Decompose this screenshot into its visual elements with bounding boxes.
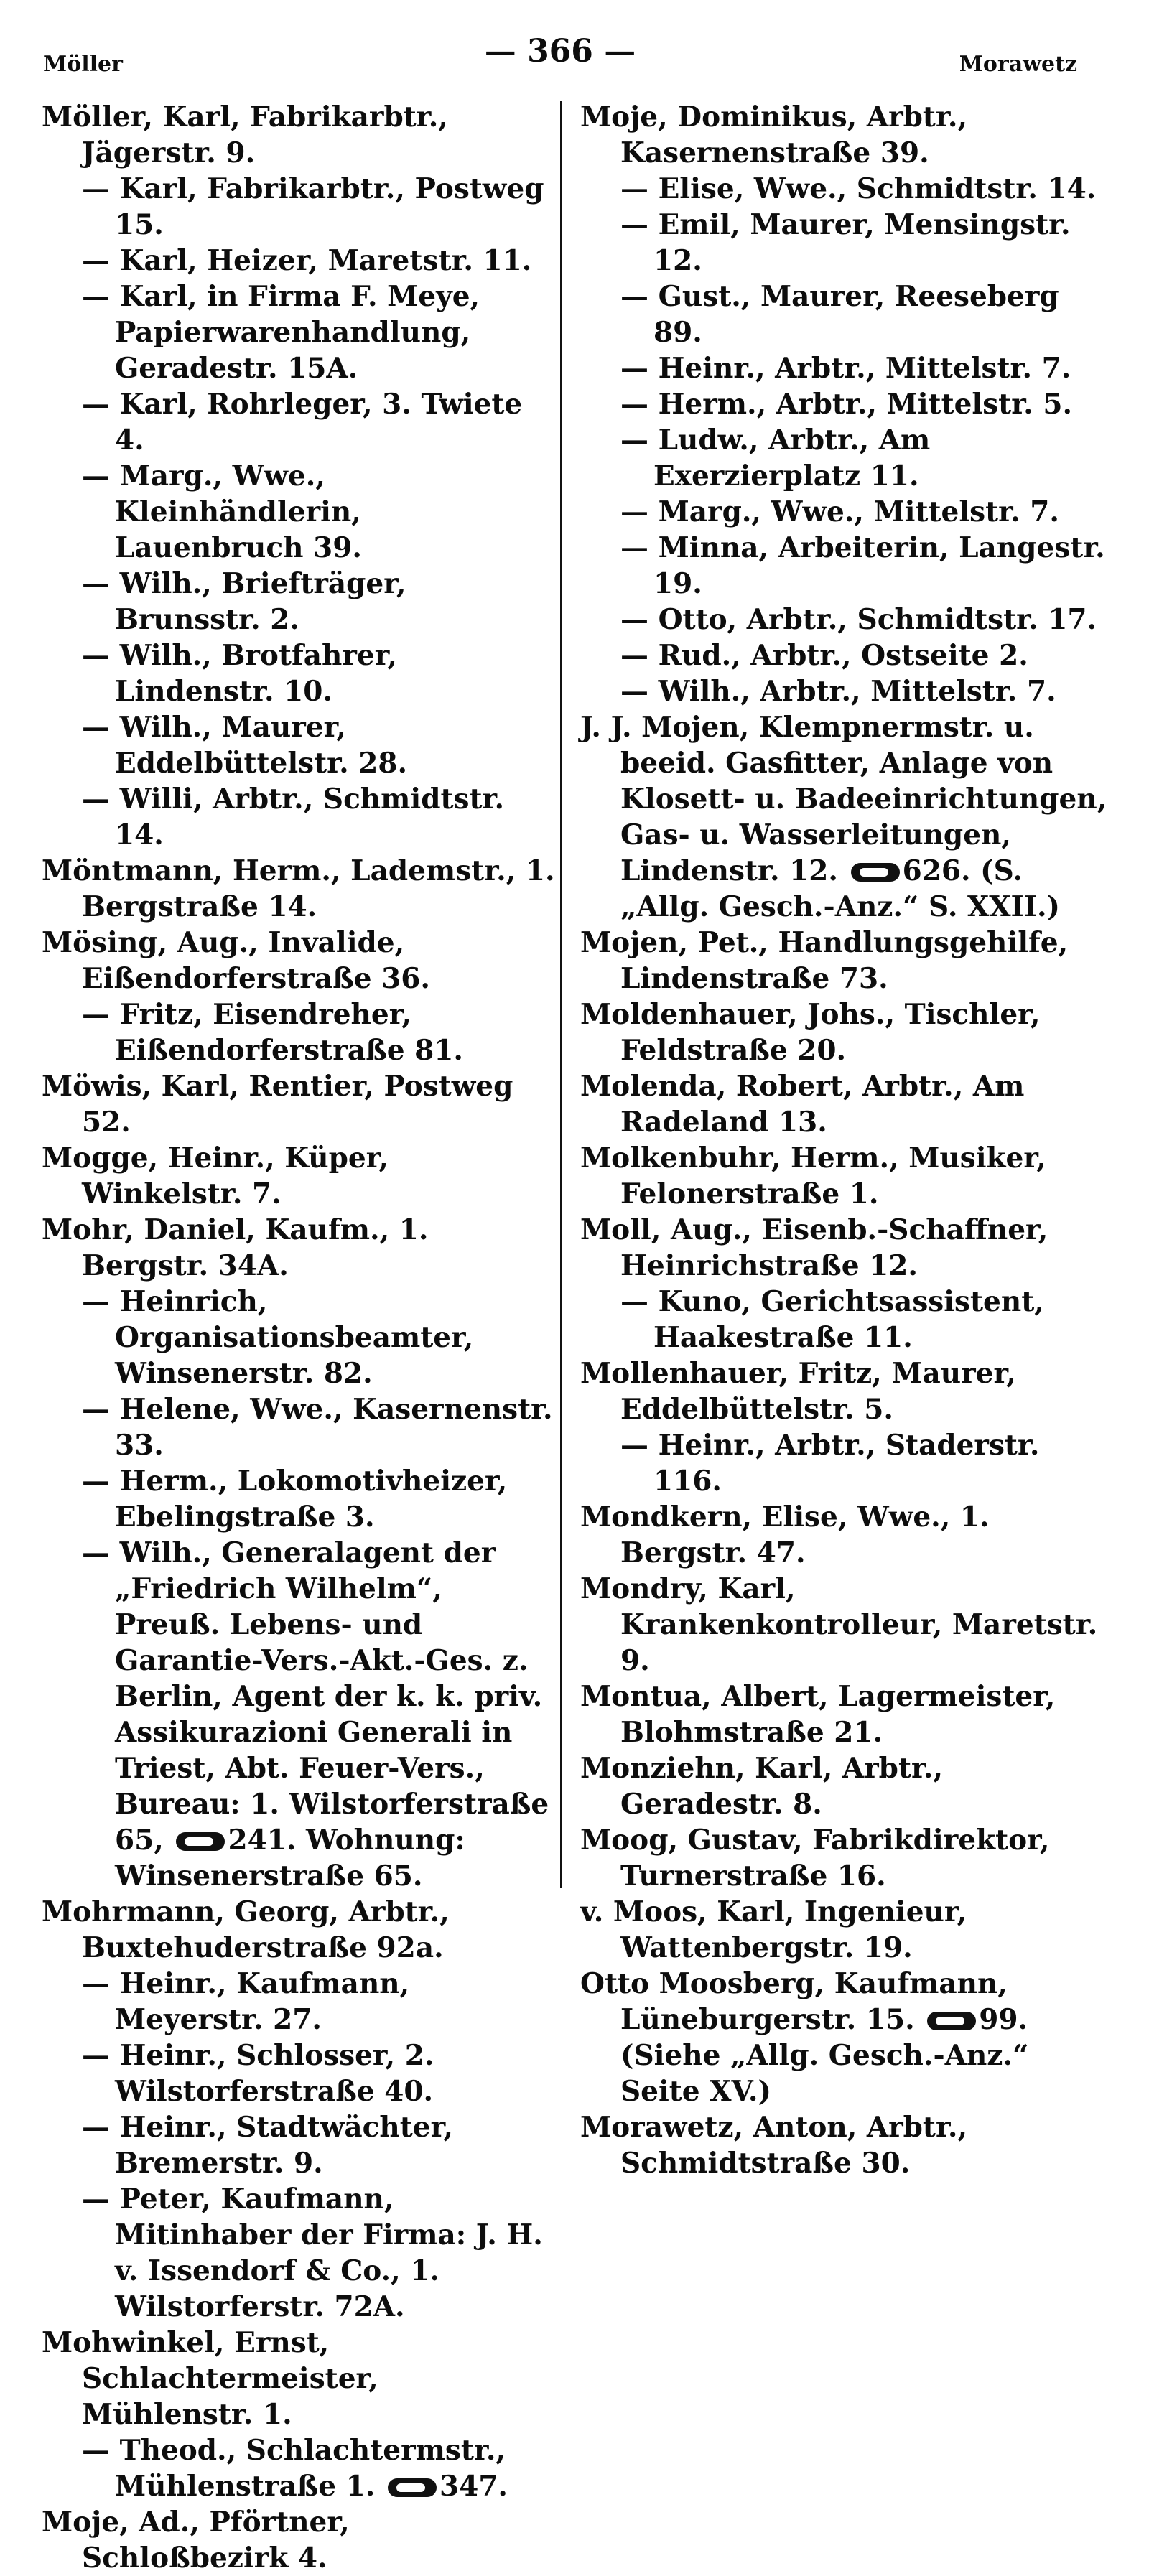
entry-text: — Gust., Maurer, Reeseberg 89. — [620, 280, 1059, 349]
directory-entry — [580, 925, 1112, 997]
entry-text: — Marg., Wwe., Mittelstr. 7. — [620, 495, 1059, 528]
entry-text: — Heinr., Kaufmann, Meyerstr. 27. — [82, 1967, 410, 2036]
entry-text: Mohrmann, Georg, Arbtr., Buxtehuderstraße 92a. — [42, 1895, 450, 1964]
entry-text: Möntmann, Herm., Lademstr., 1. Bergstraße 14. — [42, 854, 555, 923]
entry-text: Mojen, Pet., Handlungsgehilfe, Lindenstraße 73. — [580, 926, 1069, 995]
entry-text: Mohr, Daniel, Kaufm., 1. Bergstr. 34A. — [42, 1213, 429, 1282]
directory-entry — [42, 2038, 555, 2109]
entry-text: — Emil, Maurer, Mensingstr. 12. — [620, 208, 1071, 277]
entry-text: Mollenhauer, Fritz, Maurer, Eddelbüttelstr. 5. — [580, 1357, 1016, 1426]
entry-text: — Otto, Arbtr., Schmidtstr. 17. — [620, 603, 1097, 636]
directory-entry — [42, 99, 555, 171]
directory-entry — [580, 1499, 1112, 1571]
directory-entry — [580, 99, 1112, 171]
entry-text: — Wilh., Brotfahrer, Lindenstr. 10. — [82, 639, 397, 708]
entry-text: — Heinr., Schlosser, 2. Wilstorferstraße 40. — [82, 2039, 434, 2108]
directory-entry — [42, 925, 555, 997]
entry-text: v. Moos, Karl, Ingenieur, Wattenbergstr. 19. — [580, 1895, 967, 1964]
entry-text: — Fritz, Eisendreher, Eißendorferstraße 81. — [82, 998, 463, 1067]
directory-entry — [580, 1284, 1112, 1355]
entry-text: — Peter, Kaufmann, Mitinhaber der Firma: J. H. v. Issendorf & Co., 1. Wilstorferstr. 72A. — [82, 2183, 543, 2323]
entry-text: Möwis, Karl, Rentier, Postweg 52. — [42, 1070, 513, 1139]
entry-text: J. J. Mojen, Klempnermstr. u. beeid. Gasfitter, Anlage von Klosett- u. Badeeinrichtungen, Gas- u. Wasserleitungen, Lindenstr. 12. — [580, 711, 1107, 887]
directory-entry — [42, 1068, 555, 1140]
entry-text: — Minna, Arbeiterin, Langestr. 19. — [620, 531, 1105, 600]
directory-entry — [42, 2109, 555, 2181]
entry-text: — Heinr., Arbtr., Mittelstr. 7. — [620, 352, 1071, 385]
entry-text: — Kuno, Gerichtsassistent, Haakestraße 11. — [620, 1285, 1044, 1354]
entry-text: — Helene, Wwe., Kasernenstr. 33. — [82, 1393, 553, 1462]
directory-entry — [580, 2109, 1112, 2181]
entry-text: — Heinr., Stadtwächter, Bremerstr. 9. — [82, 2111, 453, 2180]
entry-text: Mondry, Karl, Krankenkontrolleur, Maretstr. 9. — [580, 1572, 1098, 1677]
directory-entry — [580, 422, 1112, 494]
directory-entry — [580, 1355, 1112, 1427]
entry-text: Mogge, Heinr., Küper, Winkelstr. 7. — [42, 1142, 389, 1210]
directory-entry — [580, 207, 1112, 279]
entry-text: — Wilh., Maurer, Eddelbüttelstr. 28. — [82, 711, 408, 780]
entry-text: Mondkern, Elise, Wwe., 1. Bergstr. 47. — [580, 1501, 990, 1569]
directory-entry — [580, 1966, 1112, 2109]
entry-text: — Ludw., Arbtr., Am Exerzierplatz 11. — [620, 424, 931, 493]
directory-entry — [42, 2325, 555, 2432]
entry-text-continued: Wohnung: Winsenerstraße 65. — [115, 1824, 465, 1893]
directory-entry — [42, 1284, 555, 1391]
directory-entry — [580, 1750, 1112, 1822]
page-header — [43, 27, 1077, 78]
entry-text: — Heinr., Arbtr., Staderstr. 116. — [620, 1429, 1040, 1498]
directory-entry — [580, 1679, 1112, 1750]
directory-entry — [580, 1140, 1112, 1212]
entry-text: Monziehn, Karl, Arbtr., Geradestr. 8. — [580, 1752, 944, 1821]
directory-entry — [42, 2504, 555, 2576]
entry-text: Möller, Karl, Fabrikarbtr., Jägerstr. 9. — [42, 101, 448, 169]
entry-text: — Karl, Rohrleger, 3. Twiete 4. — [82, 388, 523, 457]
entry-text: Molenda, Robert, Arbtr., Am Radeland 13. — [580, 1070, 1025, 1139]
entry-text: Morawetz, Anton, Arbtr., Schmidtstraße 30. — [580, 2111, 968, 2180]
directory-entry — [42, 1212, 555, 1284]
entry-text: Otto Moosberg, Kaufmann, Lüneburgerstr. 15. — [580, 1967, 1008, 2036]
directory-entry — [42, 566, 555, 638]
directory-entry — [580, 279, 1112, 350]
entry-text: Molkenbuhr, Herm., Musiker, Felonerstraße 1. — [580, 1142, 1046, 1210]
directory-entry — [42, 638, 555, 709]
directory-entry — [42, 997, 555, 1068]
telephone-icon — [927, 2012, 976, 2030]
directory-entry — [42, 1894, 555, 1966]
entry-text: — Elise, Wwe., Schmidtstr. 14. — [620, 172, 1097, 205]
entry-text: Moll, Aug., Eisenb.-Schaffner, Heinrichstraße 12. — [580, 1213, 1048, 1282]
directory-entry — [42, 171, 555, 243]
directory-entry — [580, 530, 1112, 602]
entry-text: — Wilh., Generalagent der „Friedrich Wilhelm“, Preuß. Lebens- und Garantie-Vers.-Akt.-Ges. z. Berlin, Agent der k. k. priv. Assikurazioni Generali in Triest, Abt. Feuer-Vers., Bureau: 1. Wilstorferstraße 65, — [82, 1536, 549, 1857]
directory-entry — [580, 709, 1112, 925]
entry-text: — Wilh., Arbtr., Mittelstr. 7. — [620, 675, 1056, 708]
directory-entry — [580, 602, 1112, 638]
entry-text: — Karl, Fabrikarbtr., Postweg 15. — [82, 172, 544, 241]
directory-entry — [580, 1212, 1112, 1284]
telephone-icon — [176, 1832, 225, 1851]
directory-entry — [42, 2432, 555, 2504]
phone-number: 241. — [228, 1824, 297, 1857]
directory-entry — [42, 781, 555, 853]
entry-text: — Willi, Arbtr., Schmidtstr. 14. — [82, 783, 505, 851]
phone-number: 347. — [439, 2470, 508, 2503]
entry-text: — Wilh., Briefträger, Brunsstr. 2. — [82, 567, 406, 636]
directory-entry — [42, 853, 555, 925]
directory-entry — [580, 1427, 1112, 1499]
entry-text: Moje, Ad., Pförtner, Schloßbezirk 4. — [42, 2506, 350, 2575]
directory-entry — [580, 386, 1112, 422]
entry-text: — Heinrich, Organisationsbeamter, Winsenerstr. 82. — [82, 1285, 474, 1390]
directory-entry — [42, 1463, 555, 1535]
entry-text: Mösing, Aug., Invalide, Eißendorferstraße 36. — [42, 926, 430, 995]
entry-text: Moje, Dominikus, Arbtr., Kasernenstraße 39. — [580, 101, 968, 169]
directory-entry — [580, 171, 1112, 207]
directory-entry — [42, 1535, 555, 1894]
directory-entry — [42, 1966, 555, 2038]
entry-text: — Marg., Wwe., Kleinhändlerin, Lauenbruch 39. — [82, 459, 362, 564]
directory-entry — [42, 709, 555, 781]
entry-text-continued: (Siehe „Allg. Gesch.-Anz.“ Seite XV.) — [620, 2039, 1029, 2108]
entry-text: Montua, Albert, Lagermeister, Blohmstraße 21. — [580, 1680, 1056, 1749]
directory-entry — [580, 638, 1112, 673]
directory-entry — [42, 386, 555, 458]
header-first-name: Möller — [43, 52, 123, 77]
page-number: — 366 — — [484, 33, 636, 70]
header-last-name: Morawetz — [959, 52, 1077, 77]
column-divider — [560, 101, 562, 1888]
directory-entry — [42, 2181, 555, 2325]
directory-entry — [580, 350, 1112, 386]
entry-text: — Rud., Arbtr., Ostseite 2. — [620, 639, 1028, 672]
entry-text: Moldenhauer, Johs., Tischler, Feldstraße 20. — [580, 998, 1041, 1067]
phone-number: 99. — [979, 2003, 1028, 2036]
directory-entry — [42, 1140, 555, 1212]
directory-entry — [580, 1894, 1112, 1966]
telephone-icon — [851, 863, 900, 882]
right-column — [580, 99, 1112, 2181]
entry-text: — Karl, Heizer, Maretstr. 11. — [82, 244, 532, 277]
directory-entry — [580, 1571, 1112, 1679]
telephone-icon — [388, 2478, 437, 2497]
phone-number: 626. — [902, 854, 971, 887]
entry-text: — Karl, in Firma F. Meye, Papierwarenhandlung, Geradestr. 15A. — [82, 280, 480, 385]
directory-entry — [42, 1391, 555, 1463]
directory-entry — [580, 997, 1112, 1068]
entry-text: Moog, Gustav, Fabrikdirektor, Turnerstraße 16. — [580, 1824, 1050, 1893]
entry-text: — Herm., Arbtr., Mittelstr. 5. — [620, 388, 1073, 421]
directory-entry — [580, 1822, 1112, 1894]
directory-entry — [42, 279, 555, 386]
directory-entry — [42, 458, 555, 566]
directory-entry — [580, 494, 1112, 530]
directory-entry — [580, 673, 1112, 709]
entry-text: — Theod., Schlachtermstr., Mühlenstraße 1. — [82, 2434, 506, 2503]
left-column — [42, 99, 555, 2576]
directory-entry — [42, 243, 555, 279]
entry-text: Mohwinkel, Ernst, Schlachtermeister, Mühlenstr. 1. — [42, 2326, 378, 2431]
directory-entry — [580, 1068, 1112, 1140]
entry-text: — Herm., Lokomotivheizer, Ebelingstraße 3. — [82, 1465, 508, 1534]
entry-text-continued: (S. „Allg. Gesch.-Anz.“ S. XXII.) — [620, 854, 1061, 923]
